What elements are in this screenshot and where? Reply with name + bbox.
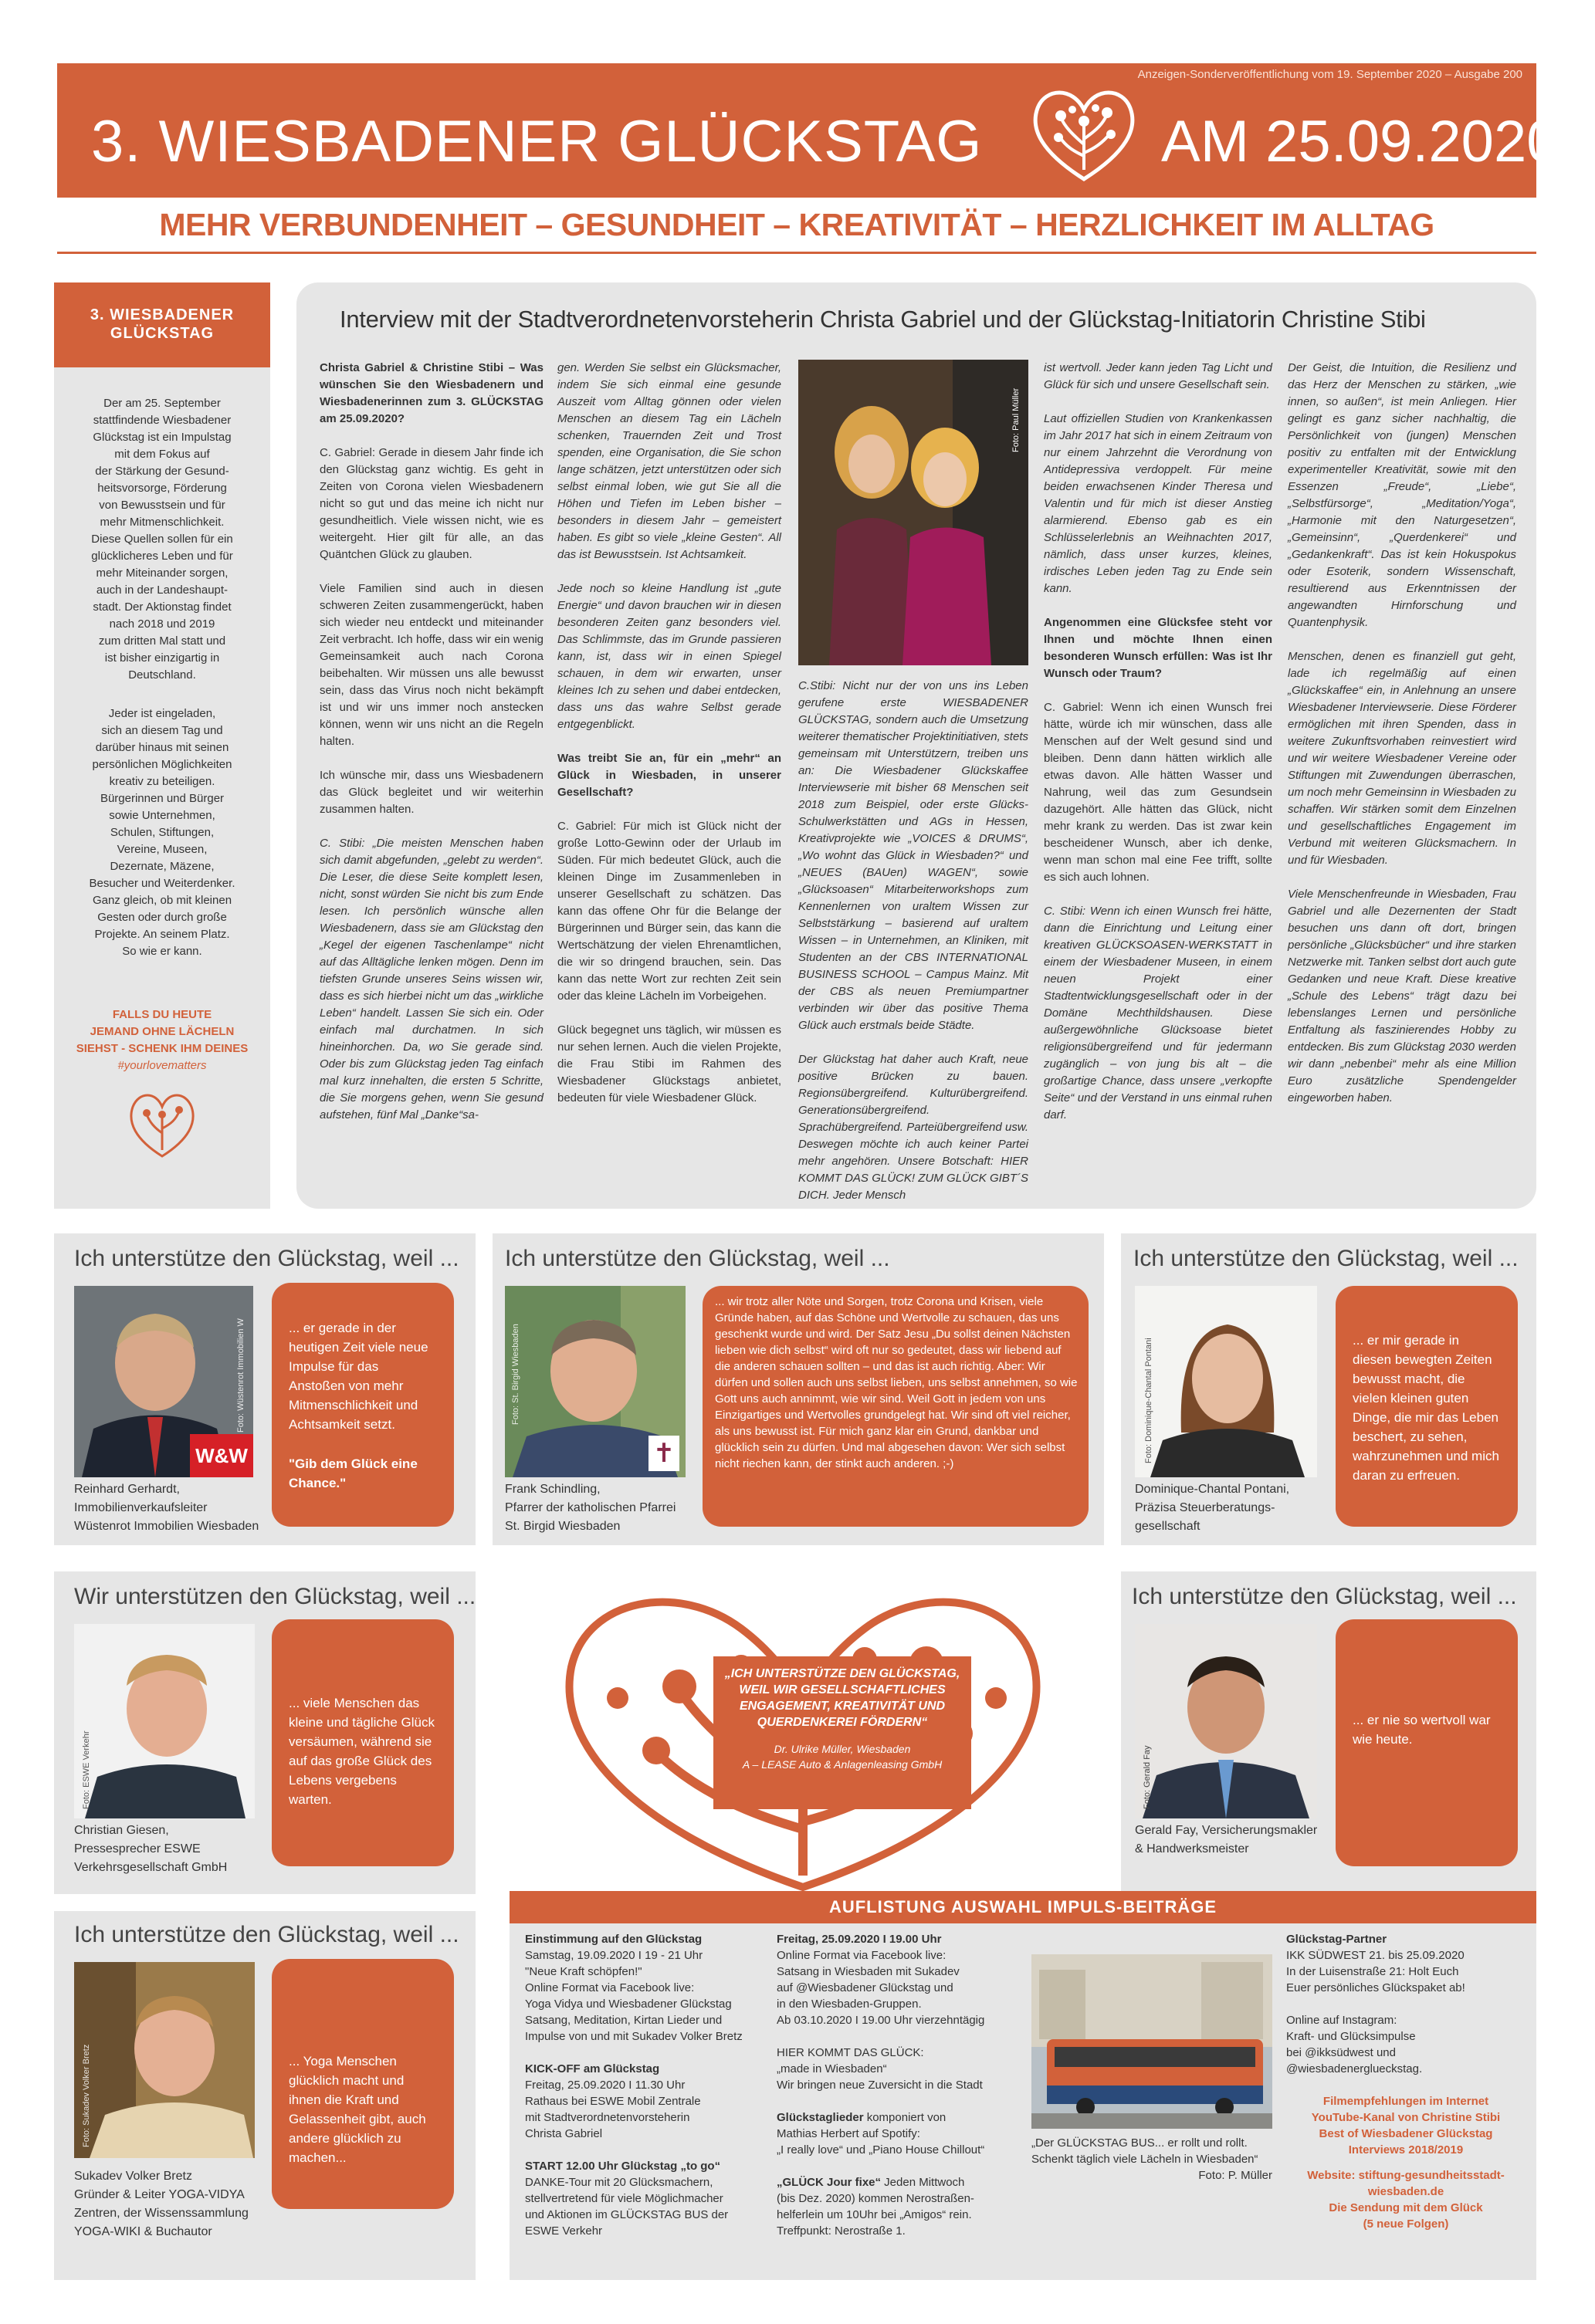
- photo-credit-4: Foto: ESWE Verkehr: [82, 1730, 91, 1809]
- heart-tree-icon: [124, 1085, 201, 1162]
- website-link[interactable]: Website: stiftung-gesundheitsstadt-: [1307, 2169, 1505, 2182]
- supporter-photo-4: [74, 1624, 255, 1818]
- center-quote-company: A – LEASE Auto & Anlagenleasing GmbH: [742, 1758, 943, 1771]
- supporter-heading-2: Ich unterstütze den Glückstag, weil ...: [505, 1246, 890, 1271]
- supporter-caption-4: Christian Giesen, Pressesprecher ESWE Verkehrsgesellschaft GmbH: [74, 1824, 228, 1874]
- interview-col-3: C.Stibi: Nicht nur der von uns ins Leben gerufene erste WIESBADENER GLÜCKSTAG, sondern auch die Umsetzung weiterer thematischer Projektinitiativen, stets gemeinsam mit Unterstützern, treiben uns an: Die Wiesbadener Glückskaffee Interviewserie mit bisher 68 Menschen seit 2018 zum Beispiel, oder erste Glücks-Schulwerkstätten und AGs in Hessen, Kreativprojekte wie „VOICES & DRUMS“, „Wo wohnt das Glück in Wiesbaden?“ und „NEUES (BAUen) WAGEN“, sowie „Glücksoasen“ Mitarbeiterworkshops zum Kennenlernen von uraltem Wissen zur Selbststärkung – basierend auf uraltem Wissen – in Unternehmen, an Kliniken, mit Studenten an der CBS INTERNATIONAL BUSINESS SCHOOL – Campus Mainz. Mit der CBS als neuen Premiumpartner verbinden wir über das positive Thema Glück auch erstmals beide Städte. Der Glückstag hat daher auch Kraft, neue positive Brücken zu bauen. Regionsübergreifend. Kulturübergreifend. Generationsübergreifend. Sprachübergreifend. Parteiübergreifend usw. Deswegen möchte ich auch keiner Partei mehr angehören. Unsere Botschaft: HIER KOMMT DAS GLÜCK! ZUM GLÜCK GIBT´S DICH. Jeder Mensch: [798, 679, 1028, 1202]
- supporter-photo-3: [1135, 1286, 1317, 1477]
- divider: [57, 252, 1536, 254]
- bus-caption: „Der GLÜCKSTAG BUS... er rollt und rollt. Schenkt täglich viele Lächeln in Wiesbaden“ Foto: P. Müller: [1031, 2136, 1272, 2182]
- interview-col-5: Der Geist, die Intuition, die Resilienz und das Herz der Menschen zu stärken, „wie innen, so außen“, ist mein Anliegen. Hier gelingt es ganz sicher nachhaltig, die Persönlichkeit von (jungen) Menschen positiv zu entfalten mit der Entwicklung experimenteller Kreativität, sowie mit den Essenzen „Freude“, „Liebe“, „Selbstfürsorge“, „Meditation/Yoga“, „Harmonie mit den Naturgesetzen“, „Gemeinsinn“, „Querdenkerei“ und „Gedankenkraft“. Das ist kein Hokuspokus oder Esoterik, sondern Wissenschaft, resultierend aus Erkenntnissen der angewandten Hirnforschung und Quantenphysik. Menschen, denen es finanziell gut geht, lade ich regelmäßig auf einen „Glückskaffee“ ein, in Anlehnung an unsere Wiesbadener Interviewserie. Diese Förderer ermöglichen mit ihren Spenden, dass in weitere Zukunftsvorhaben reinvestiert wird und wir weitere Wiesbadener Vereine oder Stiftungen mit Zuwendungen überraschen, um noch mehr Gemeinsinn in Wiesbaden zu schaffen. Wir stärken somit dem Einzelnen und gesellschaftliches Engagement im Verbund mit weiteren Glücksmachern. In und für Wiesbaden. Viele Menschenfreunde in Wiesbaden, Frau Gabriel und alle Dezernenten der Stadt besuchen uns dann oft dort, bringen persönliche „Glücksbücher“ und ihre starken Netzwerke mit. Tanken selbst dort auch gute Gedanken und neue Kraft. Diese kreative „Schule des Lebens“ trägt dazu bei lebenslanges Lernen und persönliche Entfaltung als faszinierendes Hobby zu entdecken. Bis zum Glückstag 2030 werden wir dann „nebenbei“ mehr als eine Million Euro zusätzliche Spendengelder eingeworben haben.: [1288, 361, 1516, 1104]
- interview-col-4: ist wertvoll. Jeder kann jeden Tag Licht und Glück für sich und unsere Gesellschaft sein. Laut offiziellen Studien von Krankenkassen im Jahr 2017 hat sich in einem Zeitraum von nur einem Jahrzehnt die Verordnung von Antidepressiva verdoppelt. Für meine beiden erwachsenen Kinder Theresa und Valentin und für mich ist dieser Anstieg alarmierend. Ebenso gab es ein Schlüsselerlebnis an Weihnachten 2017, nämlich, dass unser kurzes, kleines, irdisches Leben jeden Tag zu Ende sein kann. Angenommen eine Glücksfee steht vor Ihnen und möchte Ihnen einen besonderen Wunsch erfüllen: Was ist Ihr Wunsch oder Traum? C. Gabriel: Wenn ich einen Wunsch frei hätte, würde ich mir wünschen, dass alle Menschen auf der Welt gesund sind und bleiben. Denn dann hätten wirklich alle etwas davon. Alle hätten Wasser und Nahrung, weil das zum Gesundsein dazugehört. Alle hätten das Glück, nicht mehr krank zu werden. Das ist zwar kein bescheidener Wunsch, aber ich denke, wenn man schon mal eine Fee trifft, sollte es sich auch lohnen. C. Stibi: Wenn ich einen Wunsch frei hätte, dann die Einrichtung und Leitung einer kreativen GLÜCKSOASEN-WERKSTATT in einem der Wiesbadener Museen, in einem neuen Projekt einer Stadtentwicklungsgesellschaft oder in der Domäne Mechthildshausen. Diese außergewöhnliche Glücksoase bietet religionsübergreifend und für jedermann zugänglich – von jung bis alt – die großartige Chance, dass unsere „verkopfte Seite“ und der Verstand in uns einmal ruhen darf.: [1044, 361, 1272, 1121]
- impulse-col-1: Einstimmung auf den Glückstag Samstag, 19.09.2020 I 19 - 21 Uhr "Neue Kraft schöpfen!" Online Format via Facebook live: Yoga Vidya und Wiesbadener Glückstag Satsang, Meditation, Kirtan Lieder und Impulse von und mit Sukadev Volker Bretz KICK-OFF am Glückstag Freitag, 25.09.2020 I 11.30 Uhr Rathaus bei ESWE Mobil Zentrale mit Stadtverordnetenvorsteherin Christa Gabriel START 12.00 Uhr Glückstag „to go“ DANKE-Tour mit 20 Glücksmachern, stellvertretend für viele Möglichmacher und Aktionen im GLÜCKSTAG BUS der ESWE Verkehr: [525, 1933, 743, 2238]
- interview-photo: [798, 360, 1028, 665]
- supporter-photo-2: [505, 1286, 686, 1477]
- heart-tree-logo: [1026, 79, 1142, 187]
- sidebar: [54, 282, 270, 1209]
- supporter-caption-6: Sukadev Volker Bretz Gründer & Leiter YOGA-VIDYA Zentren, der Wissenssammlung YOGA-WIKI & Buchautor: [74, 2170, 249, 2238]
- impulse-heading: AUFLISTUNG AUSWAHL IMPULS-BEITRÄGE: [510, 1891, 1536, 1923]
- supporter-photo-1: [74, 1286, 253, 1477]
- sidebar-text-2: Jeder ist eingeladen, sich an diesem Tag und darüber hinaus mit seinen persönlichen Möglichkeiten kreativ zu beteiligen. Bürgerinnen und Bürger sowie Unternehmen, Schulen, Stiftungen, Vereine, Museen, Dezernate, Mäzene, Besucher und Weiterdenker. Ganz gleich, ob mit kleinen Gesten oder durch große Projekte. An seinem Platz. So wie er kann.: [89, 707, 235, 958]
- hashtag: #yourlovematters: [117, 1059, 207, 1072]
- header-banner: [57, 63, 1559, 198]
- sidebar-heading: [54, 282, 270, 367]
- supporter-heading-5: Ich unterstütze den Glückstag, weil ...: [1132, 1584, 1517, 1609]
- interview-col-2: gen. Werden Sie selbst ein Glücksmacher, indem Sie sich einmal eine gesunde Auszeit vom Alltag gönnen oder vielen Menschen an diesem Tag ein Lächeln schenken, Trauernden Zeit und Trost spenden, eine Organisation, die Sie schon lange schätzen, jetzt unterstützen oder sich selbst einmal loben, wie gut Sie all die Höhen und Tiefen im Leben bisher – besonders in diesem Jahr – gemeistert haben. Es gibt so viele „kleine Gesten“. All das ist Bewusstsein. Ist Achtsamkeit. Jede noch so kleine Handlung ist „gute Energie“ und davon brauchen wir in diesen besonderen Zeiten ganz besonders viel. Das Schlimmste, das im Grunde passieren kann, ist, dass wir in einen Spiegel schauen, in dem wir erwarten, unser kleines Ich zu sehen und dabei entdecken, dass uns das wahre Selbst gerade entgegenblickt. Was treibt Sie an, für ein „mehr“ an Glück in Wiesbaden, in unserer Gesellschaft? C. Gabriel: Für mich ist Glück nicht der große Lotto-Gewinn oder der Urlaub im Süden. Für mich bedeutet Glück, auch die kleinen Dinge im Zusammenleben in unserer Gesellschaft zu schätzen. Das kann das offene Ohr für die Belange der Bürgerinnen und Bürger sein, das kann die Wertschätzung der vielen Ehrenamtlichen, die wir so dringend brauchen, sein. Das kann das nette Wort zur rechten Zeit sein oder das kleine Lächeln im Vorbeigehen. Glück begegnet uns täglich, wir müssen es nur sehen lernen. Auch die vielen Projekte, die Frau Stibi im Rahmen des Wiesbadener Glückstags anbietet, bedeuten für viele Wiesbadener Glück.: [557, 361, 781, 1104]
- photo-credit-6: Foto: Sukadev Volker Bretz: [82, 2044, 91, 2147]
- photo-credit: Foto: Paul Müller: [1011, 387, 1021, 452]
- supporter-quote-2: ... wir trotz aller Nöte und Sorgen, trotz Corona und Krisen, viele Gründe haben, auf das Schöne und Wertvolle zu schauen, das uns geschenkt wurde und wird. Der Satz Jesu „Du sollst deinen Nächsten lieben wie dich selbst“ wird oft nur so gedeutet, dass wir liebend auf die anderen schauen sollten – und das ist auch richtig. Aber: Wir dürfen und sollen auch uns selbst lieben, uns selbst annehmen, so wie Gott uns auch annimmt, wie wir sind. Weil Gott in jedem von uns Einzigartiges und Wertvolles grundgelegt hat. Wir sind oft viel reicher, als uns bewusst ist. Für mich ganz klar ein Grund, dankbar und glücklich sein zu dürfen. Und mal abgesehen davon: Wer sich selbst nicht riechen kann, der stinkt auch anderen. ;-): [703, 1286, 1089, 1527]
- supporter-photo-5: [1135, 1624, 1317, 1818]
- center-quote-text: „ICH UNTERSTÜTZE DEN GLÜCKSTAG, WEIL WIR GESELLSCHAFTLICHES ENGAGEMENT, KREATIVITÄT UND QUERDENKEREI FÖRDERN“: [724, 1667, 960, 1729]
- supporter-heading-4: Wir unterstützen den Glückstag, weil ...: [74, 1584, 476, 1609]
- photo-credit-1: Foto: Wüstenrot Immobilien W: [236, 1318, 246, 1433]
- supporter-photo-6: [74, 1962, 255, 2158]
- supporter-heading-1: Ich unterstütze den Glückstag, weil ...: [74, 1246, 459, 1271]
- issue-line: Anzeigen-Sonderveröffentlichung vom 19. September 2020 – Ausgabe 200: [1137, 68, 1522, 81]
- photo-credit-3: Foto: Dominique-Chantal Pontani: [1144, 1338, 1153, 1463]
- title-left: 3. WIESBADENER GLÜCKSTAG: [91, 109, 983, 174]
- impulse-col-2: Freitag, 25.09.2020 I 19.00 Uhr Online Format via Facebook live: Satsang in Wiesbaden mit Sukadev auf @Wiesbadener Glückstag und in den Wiesbaden-Gruppen. Ab 03.10.2020 I 19.00 Uhr vierzehntägig HIER KOMMT DAS GLÜCK: „made in Wiesbaden“ Wir bringen neue Zuversicht in die Stadt Glückstaglieder komponiert von Mathias Herbert auf Spotify: „I really love“ und „Piano House Chillout“ „GLÜCK Jour fixe“ Jeden Mittwoch (bis Dez. 2020) kommen Nerostraßen- helferlein um 10Uhr bei „Amigos“ rein. Treffpunkt: Nerostraße 1.: [777, 1933, 985, 2238]
- impulse-col-4: Glückstag-Partner IKK SÜDWEST 21. bis 25.09.2020 In der Luisenstraße 21: Holt Euch Euer persönliches Glückspaket ab! Online auf Instagram: Kraft- und Glücksimpulse bei @ikksüdwest und @wiesbadenerglueckstag. Filmempfehlungen im Internet YouTube-Kanal von Christine Stibi Best of Wiesbadener Glückstag Interviews 2018/2019 Website: stiftung-gesundheitsstadt- wiesbaden.de Die Sendung mit dem Glück (5 neue Folgen): [1286, 1931, 1526, 2232]
- bus-photo: [1031, 1954, 1272, 2129]
- supporter-quote-3: ... er mir gerade in diesen bewegten Zeiten bewusst macht, die vielen kleinen guten Dinge, die mir das Leben beschert, zu sehen, wahrzunehmen und mich daran zu erfreuen.: [1336, 1286, 1518, 1527]
- supporter-quote-4: ... viele Menschen das kleine und tägliche Glück versäumen, während sie auf das große Glück des Lebens vergebens warten.: [272, 1619, 454, 1866]
- title-right: AM 25.09.2020: [1161, 109, 1559, 174]
- supporter-quote-5: ... er nie so wertvoll war wie heute.: [1336, 1619, 1518, 1866]
- photo-credit-5: Foto: Gerald Fay: [1143, 1745, 1152, 1809]
- bus-credit: Foto: P. Müller: [1198, 2169, 1272, 2182]
- sidebar-slogan: FALLS DU HEUTE JEMAND OHNE LÄCHELN SIEHST - SCHENK IHM DEINES #yourlovematters: [54, 1006, 270, 1074]
- sidebar-heading-line2: GLÜCKSTAG: [110, 325, 215, 342]
- photo-credit-2: Foto: St. Birgid Wiesbaden: [511, 1324, 520, 1425]
- supporter-caption-3: Dominique-Chantal Pontani, Präzisa Steuerberatungs- gesellschaft: [1135, 1483, 1290, 1533]
- supporter-heading-6: Ich unterstütze den Glückstag, weil ...: [74, 1922, 459, 1947]
- interview-col-1: Christa Gabriel & Christine Stibi – Was wünschen Sie den Wiesbadenern und Wiesbadenerinnen zum 3. GLÜCKSTAG am 25.09.2020? C. Gabriel: Gerade in diesem Jahr finde ich den Glückstag ganz wichtig. Es geht in Zeiten von Corona vielen Wiesbadenern nicht so gut und das meine ich nicht nur gesundheitlich. Viele wissen nicht, wie es weitergeht. Hier gilt für alle, an das Quäntchen Glück zu glauben. Viele Familien sind auch in diesen schweren Zeiten zusammengerückt, haben sich wieder neu entdeckt und miteinander Zeit verbracht. Ich hoffe, dass wir ein wenig Gemeinsamkeit auch nach Corona beibehalten. Wir müssen uns alle bewusst sein, dass das Virus noch nicht bekämpft ist und wir uns immer noch anstecken können, wenn wir uns nicht an die Regeln halten. Ich wünsche mir, dass uns Wiesbadenern das Glück begleitet und wir weiterhin zusammen halten. C. Stibi: „Die meisten Menschen haben sich damit abgefunden, „gelebt zu werden“. Die Leser, die diese Seite komplett lesen, nicht, sonst würden Sie nicht bis zum Ende lesen. Ich persönlich wünsche allen Wiesbadenern, dass sie am Glückstag den „Kegel der eigenen Taschenlampe“ nicht auf das Alltägliche lenken mögen. Denn im tiefsten Grunde unseres Seins wissen wir, dass es sich hierbei nicht um das „wirkliche Leben“ handelt. Lassen Sie sich ein. Oder einfach mal durchatmen. In sich hineinhorchen. Da, wo Sie gerade sind. Oder bis zum Glückstag jeden Tag einfach mal kurz innehalten, die ersten 5 Schritte, die Sie morgens gehen, wenn Sie gesund aufstehen, fünf Mal „Danke“sa-: [320, 361, 544, 1121]
- supporter-quote-1: ... er gerade in der heutigen Zeit viele neue Impulse für das Anstoßen von mehr Mitmenschlichkeit und Achtsamkeit setzt. "Gib dem Glück eine Chance.": [272, 1283, 454, 1527]
- center-quote-author: Dr. Ulrike Müller, Wiesbaden: [774, 1743, 911, 1755]
- supporter-caption-5: Gerald Fay, Versicherungsmakler & Handwerksmeister: [1135, 1824, 1318, 1855]
- ww-logo: W&W: [190, 1434, 253, 1477]
- supporter-caption-2: Frank Schindling, Pfarrer der katholischen Pfarrei St. Birgid Wiesbaden: [505, 1483, 676, 1533]
- cross-logo: ✝: [648, 1436, 679, 1471]
- sidebar-text-1: Der am 25. September stattfindende Wiesbadener Glückstag ist ein Impulstag mit dem Fokus auf der Stärkung der Gesund- heitsvorsorge, Förderung von Bewusstsein und für mehr Mitmenschlichkeit. Diese Quellen sollen für ein glücklicheres Leben und für mehr Miteinander sorgen, auch in der Landeshaupt- stadt. Der Aktionstag findet nach 2018 und 2019 zum dritten Mal statt und ist bisher einzigartig in Deutschland.: [91, 397, 233, 682]
- supporter-caption-1: Reinhard Gerhardt, Immobilienverkaufsleiter Wüstenrot Immobilien Wiesbaden: [74, 1483, 259, 1533]
- supporter-quote-6: ... Yoga Menschen glücklich macht und ihnen die Kraft und Gelassenheit gibt, auch andere glücklich zu machen...: [272, 1959, 454, 2209]
- supporter-heading-3: Ich unterstütze den Glückstag, weil ...: [1133, 1246, 1519, 1271]
- sidebar-heading-line1: 3. WIESBADENER: [90, 306, 235, 323]
- subtitle: MEHR VERBUNDENHEIT – GESUNDHEIT – KREATIVITÄT – HERZLICHKEIT IM ALLTAG: [159, 207, 1434, 242]
- center-quote-box: [713, 1656, 971, 1809]
- interview-title: Interview mit der Stadtverordnetenvorsteherin Christa Gabriel und der Glückstag-Initiatorin Christine Stibi: [340, 306, 1426, 333]
